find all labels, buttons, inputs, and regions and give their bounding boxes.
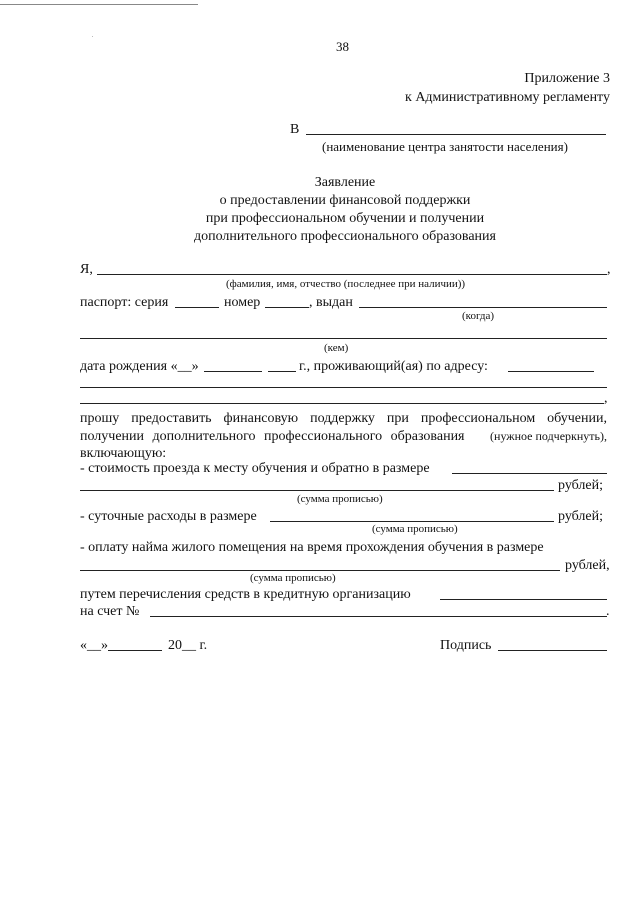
passport-issued-when-field[interactable]	[359, 307, 607, 308]
rent-field[interactable]	[80, 570, 560, 571]
appendix-subtitle: к Административному регламенту	[405, 90, 610, 105]
rent-label: - оплату найма жилого помещения на время прохождения обучения в размере	[80, 540, 544, 555]
bank-field[interactable]	[440, 599, 607, 600]
daily-allowance-field[interactable]	[270, 521, 554, 522]
birth-month-field[interactable]	[204, 371, 262, 372]
travel-cost-field-2[interactable]	[80, 490, 554, 491]
daily-allowance-label: - суточные расходы в размере	[80, 509, 257, 524]
request-line-2-text: получении дополнительного профессионального образования	[80, 429, 465, 444]
page-number: 38	[336, 39, 349, 54]
address-field-3[interactable]	[80, 403, 604, 404]
account-period: .	[606, 604, 610, 619]
signature-label: Подпись	[440, 638, 492, 653]
transfer-label: путем перечисления средств в кредитную организацию	[80, 587, 411, 602]
request-line-2-note: (нужное подчеркнуть),	[490, 429, 607, 443]
request-line-2	[80, 430, 607, 444]
passport-by-caption: (кем)	[324, 342, 349, 354]
address-label: г., проживающий(ая) по адресу:	[299, 359, 488, 374]
passport-label: паспорт: серия	[80, 295, 169, 310]
daily-allowance-caption: (сумма прописью)	[372, 523, 458, 535]
travel-cost-caption: (сумма прописью)	[297, 493, 383, 505]
addressee-caption: (наименование центра занятости населения)	[322, 139, 568, 154]
document-title: Заявление	[314, 175, 376, 190]
address-field-1[interactable]	[508, 371, 594, 372]
birth-date-label: дата рождения «__»	[80, 359, 199, 374]
rent-currency: рублей,	[565, 558, 610, 573]
account-field[interactable]	[150, 616, 607, 617]
date-year: 20__ г.	[168, 638, 208, 653]
passport-number-label: номер	[224, 295, 261, 310]
date-day: «__»	[80, 638, 108, 653]
address-comma: ,	[604, 391, 608, 406]
addressee-field[interactable]	[306, 134, 606, 135]
birth-year-field[interactable]	[268, 371, 296, 372]
request-line-3: включающую:	[80, 446, 167, 461]
daily-allowance-currency: рублей;	[558, 509, 603, 524]
document-subtitle-2: при профессиональном обучении и получении	[205, 211, 485, 226]
applicant-caption: (фамилия, имя, отчество (последнее при наличии))	[226, 278, 466, 290]
passport-issued-label: , выдан	[309, 295, 353, 310]
document-subtitle-1: о предоставлении финансовой поддержки	[219, 193, 471, 208]
date-month-field[interactable]	[108, 650, 162, 651]
applicant-name-field[interactable]	[97, 274, 607, 275]
scan-top-rule	[0, 4, 198, 5]
signature-field[interactable]	[498, 650, 607, 651]
travel-cost-label: - стоимость проезда к месту обучения и обратно в размере	[80, 461, 430, 476]
passport-issued-by-field[interactable]	[80, 338, 607, 339]
rent-caption: (сумма прописью)	[250, 572, 336, 584]
account-label: на счет №	[80, 604, 140, 619]
request-line-1: прошу предоставить финансовую поддержку при профессиональном обучении,	[80, 411, 607, 426]
document-subtitle-3: дополнительного профессионального образования	[194, 229, 496, 244]
passport-when-caption: (когда)	[462, 310, 495, 322]
address-field-2[interactable]	[80, 387, 607, 388]
applicant-comma: ,	[607, 262, 611, 277]
appendix-title: Приложение 3	[524, 71, 610, 86]
travel-cost-currency: рублей;	[558, 478, 603, 493]
passport-series-field[interactable]	[175, 307, 219, 308]
passport-number-field[interactable]	[265, 307, 309, 308]
scan-speck	[92, 36, 93, 37]
travel-cost-field-1[interactable]	[452, 473, 607, 474]
addressee-prefix: В	[290, 122, 300, 137]
applicant-prefix: Я,	[80, 262, 93, 277]
